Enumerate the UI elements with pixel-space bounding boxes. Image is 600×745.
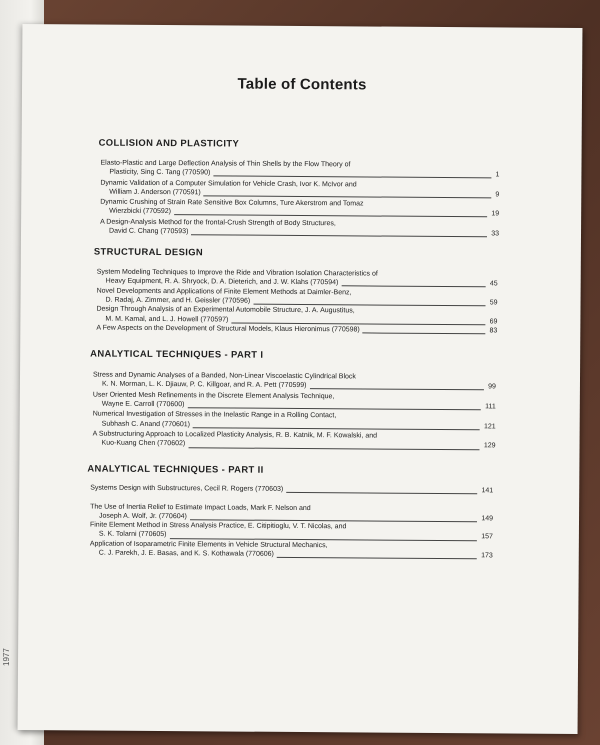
entry-title-line: Numerical Investigation of Stresses in the Inelastic Range in a Rolling Contact, [92, 410, 337, 420]
toc-entry [96, 324, 497, 336]
entry-page-number: 9 [495, 191, 500, 199]
entry-author-text: Joseph A. Wolf, Jr. (770604) [99, 512, 187, 521]
page-title: Table of Contents [237, 75, 367, 94]
toc-entry [93, 390, 496, 411]
toc-entry [100, 217, 499, 238]
entry-author-line [93, 439, 496, 451]
entry-page-number: 149 [481, 515, 494, 523]
entry-title-text: A Few Aspects on the Development of Structural Models, Klaus Hieronimus (770598) [96, 324, 360, 334]
entry-title-line: Finite Element Method in Stress Analysis Practice, E. Citipitioglu, V. T. Nicolas, and [89, 521, 347, 531]
entry-page-number: 33 [491, 230, 500, 238]
toc-entry [100, 178, 499, 199]
toc-entry [100, 198, 499, 219]
entry-title-line: Application of Isoparametric Finite Elements in Vehicle Structural Mechanics, [89, 540, 328, 549]
section-heading: STRUCTURAL DESIGN [93, 245, 204, 258]
entry-title-line: Elasto-Plastic and Large Deflection Analysis of Thin Shells by the Flow Theory of [100, 159, 351, 169]
year-fragment: 1977 [2, 648, 11, 666]
entry-title-line: The Use of Inertia Relief to Estimate Impact Loads, Mark F. Nelson and [90, 503, 311, 512]
toc-entry [90, 539, 493, 560]
entry-author-line [100, 226, 499, 238]
entry-author-text: Wayne E. Carroll (770600) [101, 400, 185, 409]
entry-author-text: David C. Chang (770593) [109, 227, 189, 235]
toc-entry [100, 159, 499, 180]
leader-line [362, 333, 485, 335]
entry-page-number: 141 [481, 487, 494, 495]
entry-page-number: 1 [495, 171, 500, 179]
toc-entry [93, 371, 496, 392]
section-heading: ANALYTICAL TECHNIQUES - PART I [90, 347, 264, 360]
leader-line [286, 492, 477, 494]
entry-title-line: Stress and Dynamic Analyses of a Banded, Non-Linear Viscoelastic Cylindrical Block [92, 371, 356, 381]
entry-page-number: 129 [483, 442, 496, 450]
toc-entry [90, 484, 493, 496]
toc-entry [97, 268, 498, 289]
section-heading: ANALYTICAL TECHNIQUES - PART II [87, 462, 264, 475]
document-page [18, 24, 583, 734]
entry-page-number: 83 [489, 327, 498, 335]
entry-page-number: 69 [489, 317, 498, 325]
leader-line [193, 427, 480, 430]
toc-entry [97, 286, 498, 307]
entry-page-number: 157 [481, 533, 493, 541]
leader-line [191, 234, 487, 237]
entry-title-line: Design Through Analysis of an Experimental Automobile Structure, J. A. Augustitus, [96, 305, 355, 315]
entry-author-text: William J. Anderson (770591) [109, 188, 201, 197]
entry-title-line: A Substructuring Approach to Localized Plasticity Analysis, R. B. Katnik, M. F. Kowalski, and [92, 430, 378, 440]
entry-author-text: Kuo-Kuang Chen (770602) [101, 439, 186, 448]
section-heading: COLLISION AND PLASTICITY [98, 136, 240, 149]
entry-title-line: Novel Developments and Applications of Finite Element Methods at Daimler-Benz, [96, 287, 352, 297]
entry-author-text: D. Radaj, A. Zimmer, and H. Geissler (770596) [105, 296, 251, 305]
entry-title-line: Dynamic Validation of a Computer Simulation for Vehicle Crash, Ivor K. McIvor and [100, 179, 357, 188]
entry-title-line [96, 324, 497, 336]
toc-section [22, 136, 582, 238]
entry-title-line: A Design-Analysis Method for the frontal-Crush Strength of Body Structures, [100, 218, 336, 227]
toc-entry [93, 410, 496, 431]
entry-author-text: Subhash C. Anand (770601) [101, 420, 191, 428]
entry-author-text: Wierzbicki (770592) [109, 207, 172, 216]
toc-section [20, 347, 580, 450]
entry-author-text: Heavy Equipment, R. A. Shryock, D. A. Dieterich, and J. W. Klahs (770594) [105, 277, 339, 287]
entry-page-number: 111 [485, 403, 496, 411]
entry-author-text: S. K. Tolarni (770605) [98, 530, 167, 539]
toc-section [19, 462, 579, 560]
entry-page-number: 19 [491, 210, 500, 218]
toc-entry [90, 521, 493, 542]
entry-page-number: 59 [489, 299, 498, 307]
entry-title-line: User Oriented Mesh Refinements in the Discrete Element Analysis Technique, [92, 391, 335, 400]
entry-title-text: Systems Design with Substructures, Cecil R. Rogers (770603) [90, 484, 284, 493]
entry-page-number: 121 [483, 422, 496, 430]
entry-author-text: M. M. Kamal, and L. J. Howell (770597) [105, 315, 229, 324]
leader-line [188, 407, 481, 410]
entry-page-number: 45 [489, 280, 498, 288]
toc-entry [93, 430, 496, 451]
entry-author-text: C. J. Parekh, J. E. Basas, and K. S. Kothawala (770606) [98, 549, 274, 558]
entry-author-line [90, 549, 493, 561]
entry-author-text: K. N. Morman, L. K. Djiauw, P. C. Killgoar, and R. A. Pett (770599) [101, 380, 307, 390]
entry-author-text: Plasticity, Sing C. Tang (770590) [109, 168, 211, 177]
leader-line [310, 388, 484, 390]
toc-section [21, 245, 581, 335]
toc-entry [96, 305, 497, 326]
leader-line [189, 447, 480, 450]
leader-line [277, 557, 477, 559]
entry-title-line [90, 484, 493, 496]
entry-page-number: 173 [481, 552, 493, 560]
entry-title-line: Dynamic Crushing of Strain Rate Sensitive Box Columns, Ture Akerstrom and Tomaz [100, 198, 364, 208]
entry-title-line: System Modeling Techniques to Improve the Ride and Vibration Isolation Characteristics of [96, 268, 378, 278]
entry-page-number: 99 [488, 383, 496, 391]
